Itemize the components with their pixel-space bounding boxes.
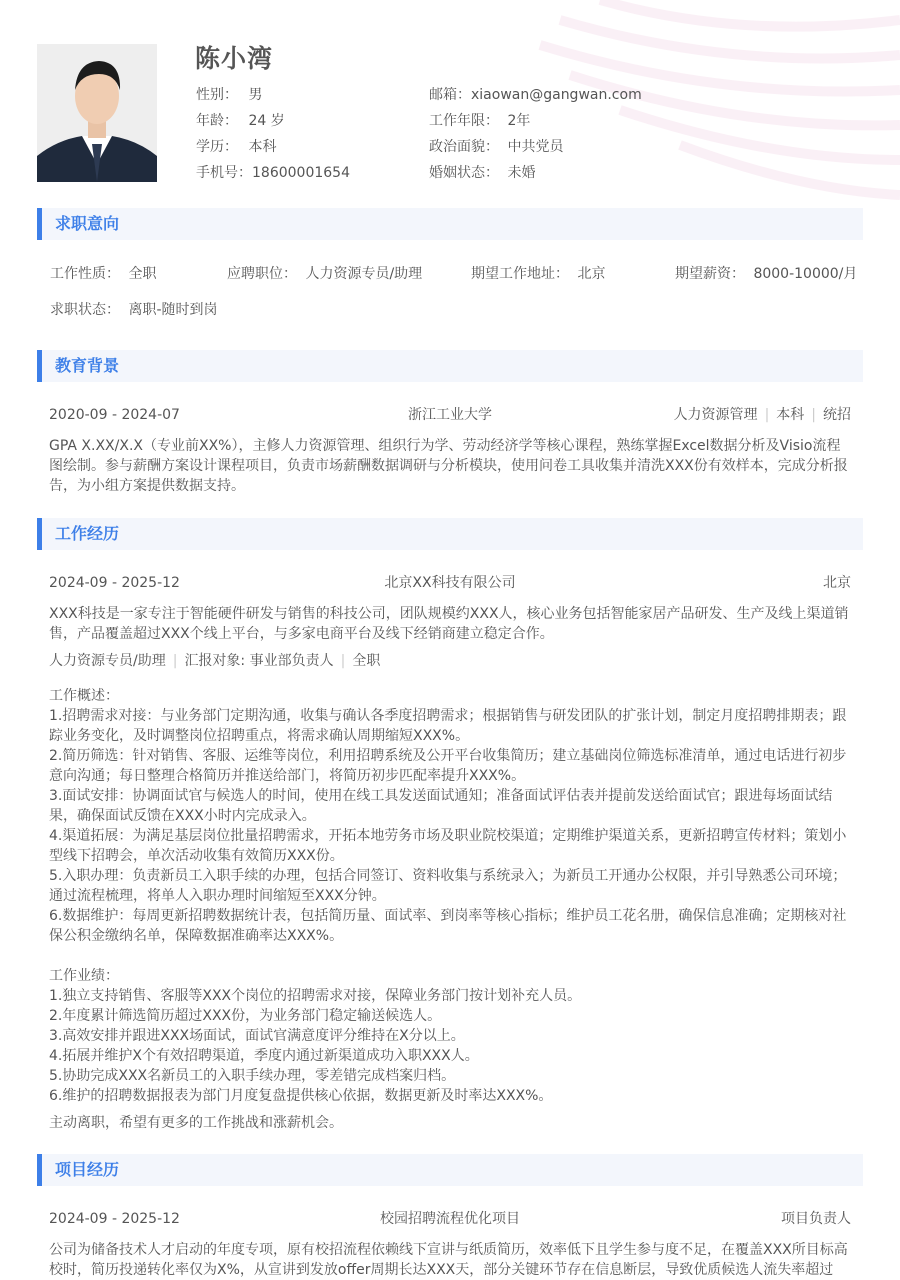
education-degree: 本科 [776,407,805,423]
section-title-work: 工作经历 [55,524,120,543]
text-line: 校时，简历投递转化率仅为X%，从宣讲到发放offer周期长达XXX天，部分关键环节存在信息断层，导致优质候选人流失率超过 [49,1262,834,1278]
intent-type-label: 工作性质： [50,266,120,282]
divider: | [340,653,346,669]
phone-info [196,163,350,183]
politics-info [429,137,563,157]
text-line: 3.高效安排并跟进XXX场面试，面试官满意度评分维持在X分以上。 [49,1028,465,1044]
education-info [196,137,276,157]
education-period: 2020-09 - 2024-07 [49,407,180,423]
text-line: 售，产品覆盖超过XXX个线上平台，与多家电商平台及线下经销商建立稳定合作。 [49,626,554,642]
text-line: 6.维护的招聘数据报表为部门月度复盘提供核心依据，数据更新及时率达XXX%。 [49,1088,553,1104]
section-header-work [37,518,863,550]
intent-type [50,264,156,284]
work-achievements [49,966,851,1106]
politics-label: 政治面貌： [429,139,499,155]
work-report: 汇报对象: 事业部负责人 [184,653,334,669]
text-line: 5.协助完成XXX名新员工的入职手续办理，零差错完成档案归档。 [49,1068,456,1084]
education-mode: 统招 [823,407,851,423]
person-portrait-icon [37,44,157,182]
text-line: 2.简历筛选：针对销售、客服、运维等岗位，利用招聘系统及公开平台收集简历；建立基础岗位筛选标准清单，通过电话进行初步 [49,748,847,764]
section-accent [37,518,42,550]
education-row [49,405,851,425]
section-title-intent: 求职意向 [55,214,120,233]
intent-city-value: 北京 [577,266,606,282]
gender-info [196,85,262,105]
candidate-name: 陈小湾 [195,44,274,73]
project-period: 2024-09 - 2025-12 [49,1211,180,1227]
text-line: 果，确保面试反馈在XXX小时内完成录入。 [49,808,316,824]
intent-type-value: 全职 [128,266,157,282]
education-major: 人力资源管理 [673,407,758,423]
gender-label: 性别： [196,87,238,103]
age-label: 年龄： [196,113,238,129]
divider: | [172,653,178,669]
education-label: 学历： [196,139,238,155]
education-description [49,436,851,496]
intent-city [471,264,605,284]
text-line: 3.面试安排：协调面试官与候选人的时间，使用在线工具发送面试通知；准备面试评估表并提前发送给面试官；跟进每场面试结 [49,788,833,804]
intent-salary-label: 期望薪资： [675,266,745,282]
project-description [49,1240,851,1280]
text-line: 4.渠道拓展：为满足基层岗位批量招聘需求，开拓本地劳务市场及职业院校渠道；定期维护渠道关系，更新招聘宣传材料；策划小 [49,828,847,844]
work-overview [49,686,851,946]
section-accent [37,350,42,382]
text-line: 型线下招聘会，单次活动收集有效简历XXX份。 [49,848,344,864]
company-description [49,604,851,644]
text-line: 2.年度累计筛选简历超过XXX份，为业务部门稳定输送候选人。 [49,1008,442,1024]
achievement-title: 工作业绩： [49,968,119,984]
overview-title: 工作概述： [49,688,119,704]
education-value: 本科 [248,139,277,155]
intent-salary-value: 8000-10000/月 [753,266,858,282]
age-value: 24 岁 [248,113,285,129]
marital-label: 婚姻状态： [429,165,499,181]
intent-status-value: 离职-随时到岗 [128,302,218,318]
phone-label: 手机号： [196,165,252,181]
avatar-photo [37,44,157,182]
divider: | [811,407,816,423]
section-title-project: 项目经历 [55,1160,120,1179]
intent-status-label: 求职状态： [50,302,120,318]
intent-salary [675,264,857,284]
work-years-label: 工作年限： [429,113,499,129]
section-accent [37,1154,42,1186]
politics-value: 中共党员 [507,139,564,155]
text-line: 6.数据维护：每周更新招聘数据统计表，包括简历量、面试率、到岗率等核心指标；维护员工花名册，确保信息准确；定期核对社 [49,908,847,924]
section-header-project [37,1154,863,1186]
work-job-type: 全职 [352,653,381,669]
divider: | [764,407,770,423]
intent-position-value: 人力资源专员/助理 [305,266,423,282]
phone-value: 18600001654 [252,165,350,181]
text-line: 意向沟通；每日整理合格简历并推送给部门，将简历初步匹配率提升XXX%。 [49,768,526,784]
text-line: 5.入职办理：负责新员工入职手续的办理，包括合同签订、资料收集与系统录入；为新员工开通办公权限，并引导熟悉公司环境； [49,868,847,884]
work-city: 北京 [823,575,851,591]
section-title-education: 教育背景 [55,356,120,375]
text-line: 保公积金缴纳名单，保障数据准确率达XXX%。 [49,928,344,944]
text-line: 1.独立支持销售、客服等XXX个岗位的招聘需求对接，保障业务部门按计划补充人员。 [49,988,582,1004]
email-label: 邮箱： [429,87,471,103]
section-accent [37,208,42,240]
education-school: 浙江工业大学 [408,407,492,423]
work-years-value: 2年 [507,113,531,129]
work-years-info [429,111,530,131]
gender-value: 男 [248,87,263,103]
text-line: 1.招聘需求对接：与业务部门定期沟通，收集与确认各季度招聘需求；根据销售与研发团队的扩张计划，制定月度招聘排期表；跟 [49,708,847,724]
text-line: 告，为小组方案提供数据支持。 [49,478,245,494]
email-value[interactable]: xiaowan@gangwan.com [471,87,642,103]
age-info [196,111,285,131]
intent-position-label: 应聘职位： [227,266,297,282]
section-header-education [37,350,863,382]
email-info [429,85,642,105]
leave-reason: 主动离职，希望有更多的工作挑战和涨薪机会。 [49,1115,343,1131]
section-header-intent [37,208,863,240]
text-line: 图绘制。参与薪酬方案设计课程项目，负责市场薪酬数据调研与分析模块，使用问卷工具收集并清洗XXX份有效样本，完成分析报 [49,458,848,474]
text-line: XXX科技是一家专注于智能硬件研发与销售的科技公司，团队规模约XXX人，核心业务包括智能家居产品研发、生产及线上渠道销 [49,606,849,622]
text-line: 通过流程梳理，将单人入职办理时间缩短至XXX分钟。 [49,888,386,904]
text-line: 踪业务变化，及时调整岗位招聘重点，将需求确认周期缩短XXX%。 [49,728,470,744]
project-name: 校园招聘流程优化项目 [380,1211,520,1227]
text-line: 4.拓展并维护X个有效招聘渠道，季度内通过新渠道成功入职XXX人。 [49,1048,479,1064]
intent-position [227,264,422,284]
work-row [49,573,851,593]
project-role: 项目负责人 [781,1211,851,1227]
work-role: 人力资源专员/助理 [49,653,166,669]
text-line: 公司为储备技术人才启动的年度专项，原有校招流程依赖线下宣讲与纸质简历，效率低下且学生参与度不足，在覆盖XXX所目标高 [49,1242,848,1258]
intent-status [50,300,218,320]
text-line: GPA X.XX/X.X（专业前XX%），主修人力资源管理、组织行为学、劳动经济学等核心课程，熟练掌握Excel数据分析及Visio流程 [49,438,841,454]
work-company: 北京XX科技有限公司 [384,575,516,591]
marital-info [429,163,535,183]
marital-value: 未婚 [507,165,536,181]
project-row [49,1209,851,1229]
work-period: 2024-09 - 2025-12 [49,575,180,591]
intent-city-label: 期望工作地址： [471,266,569,282]
work-role-line [49,651,851,671]
education-details [674,405,851,425]
